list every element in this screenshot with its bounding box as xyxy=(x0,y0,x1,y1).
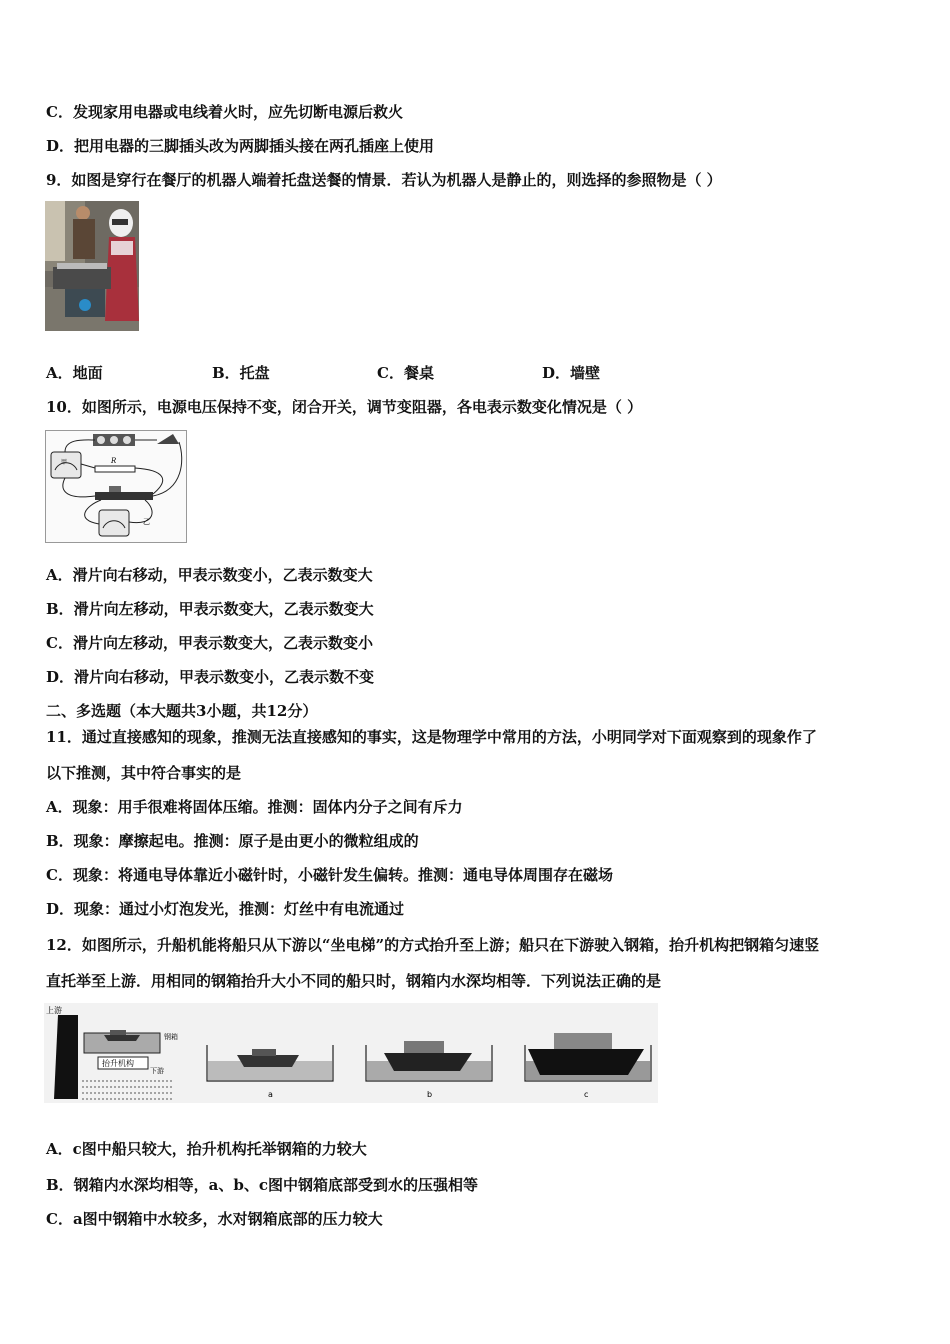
meter-yi-label: 乙 xyxy=(143,518,150,526)
tank-a-label: a xyxy=(268,1090,273,1099)
q11-option-d: D．现象：通过小灯泡发光，推测：灯丝中有电流通过 xyxy=(46,900,405,918)
q8-option-d: D．把用电器的三脚插头改为两脚插头接在两孔插座上使用 xyxy=(46,137,435,155)
tank-c-label: c xyxy=(584,1090,589,1099)
q9-option-d: D．墙壁 xyxy=(542,364,601,382)
question-11-line2: 以下推测，其中符合事实的是 xyxy=(46,764,242,782)
q9-option-c: C．餐桌 xyxy=(377,364,434,382)
box-label-text: 钢箱 xyxy=(164,1033,178,1041)
circuit-diagram xyxy=(45,430,187,543)
question-12-line2: 直托举至上游．用相同的钢箱抬升大小不同的船只时，钢箱内水深均相等．下列说法正确的是 xyxy=(46,972,662,990)
question-10: 10．如图所示，电源电压保持不变，闭合开关，调节变阻器，各电表示数变化情况是（ ） xyxy=(46,398,643,416)
mechanism-label: 抬升机构 xyxy=(102,1059,134,1068)
section-heading: 二、多选题（本大题共3小题，共12分） xyxy=(46,702,318,720)
q10-option-a: A．滑片向右移动，甲表示数变小，乙表示数变大 xyxy=(46,566,373,584)
upstream-label: 上游 xyxy=(46,1006,62,1015)
tank-b-label: b xyxy=(427,1090,433,1099)
question-9: 9．如图是穿行在餐厅的机器人端着托盘送餐的情景．若认为机器人是静止的，则选择的参照物是（ ） xyxy=(46,171,722,189)
q10-option-d: D．滑片向右移动，甲表示数变小，乙表示数不变 xyxy=(46,668,375,686)
q8-option-c: C．发现家用电器或电线着火时，应先切断电源后救火 xyxy=(46,103,403,121)
q11-option-b: B．现象：摩擦起电。推测：原子是由更小的微粒组成的 xyxy=(46,832,419,850)
downstream-label: 下游 xyxy=(150,1067,164,1075)
meter-jia-label: 甲 xyxy=(61,459,68,466)
q12-option-c: C．a图中钢箱中水较多，水对钢箱底部的压力较大 xyxy=(46,1210,383,1228)
q9-option-b: B．托盘 xyxy=(212,364,270,382)
question-11-line1: 11．通过直接感知的现象，推测无法直接感知的事实，这是物理学中常用的方法，小明同学对下面观察到的现象作了 xyxy=(46,728,817,746)
resistor-label: R xyxy=(111,457,117,465)
robot-waiter-photo xyxy=(45,201,139,331)
q10-option-b: B．滑片向左移动，甲表示数变大，乙表示数变大 xyxy=(46,600,374,618)
box-label xyxy=(164,1032,178,1041)
q11-option-c: C．现象：将通电导体靠近小磁针时，小磁针发生偏转。推测：通电导体周围存在磁场 xyxy=(46,866,613,884)
q9-option-a: A．地面 xyxy=(46,364,103,382)
ship-lift-figure xyxy=(44,1003,658,1103)
question-12-line1: 12．如图所示，升船机能将船只从下游以“坐电梯”的方式抬升至上游；船只在下游驶入钢箱，抬升机构把钢箱匀速竖 xyxy=(46,936,820,954)
q12-option-b: B．钢箱内水深均相等，a、b、c图中钢箱底部受到水的压强相等 xyxy=(46,1176,479,1194)
q12-option-a: A．c图中船只较大，抬升机构托举钢箱的力较大 xyxy=(46,1140,367,1158)
q11-option-a: A．现象：用手很难将固体压缩。推测：固体内分子之间有斥力 xyxy=(46,798,463,816)
q10-option-c: C．滑片向左移动，甲表示数变大，乙表示数变小 xyxy=(46,634,373,652)
